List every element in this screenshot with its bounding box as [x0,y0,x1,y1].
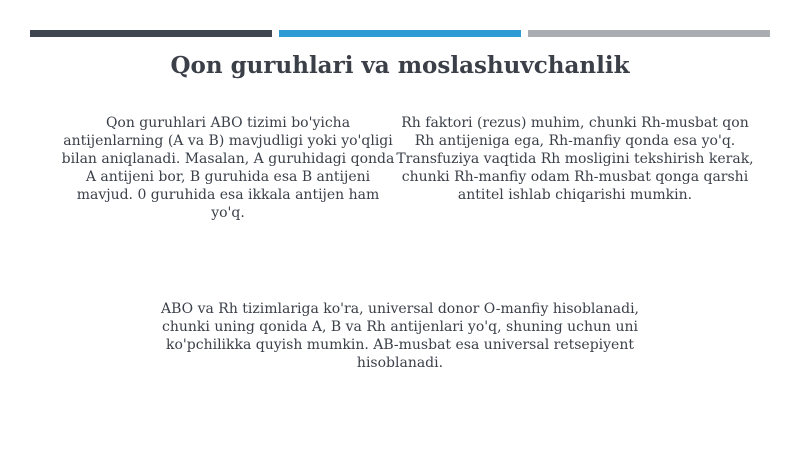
slide-title: Qon guruhlari va moslashuvchanlik [170,52,630,79]
paragraph-abo-system: Qon guruhlari ABO tizimi bo'yicha antijenlarning (A va B) mavjudligi yoki yo'qligi bilan aniqlanadi. Masalan, A guruhidagi qonda A antijeni bor, B guruhida esa B antijeni mavjud. 0 guruhida esa ikkala antijen ham yo'q. [61,115,395,221]
header-bar-gray [528,30,770,37]
paragraph-rh-factor: Rh faktori (rezus) muhim, chunki Rh-musbat qon Rh antijeniga ega, Rh-manfiy qonda esa yo'q. Transfuziya vaqtida Rh mosligini tekshirish kerak, chunki Rh-manfiy odam Rh-musbat qonga qarshi antitel ishlab chiqarishi mumkin. [396,115,754,203]
paragraph-universal-donor: ABO va Rh tizimlariga ko'ra, universal donor O-manfiy hisoblanadi, chunki uning qonida A, B va Rh antijenlari yo'q, shuning uchun uni ko'pchilikka quyish mumkin. AB-musbat esa universal retsepiyent hisoblanadi. [160,301,640,371]
header-bar-blue [279,30,521,37]
header-bar-dark [30,30,272,37]
